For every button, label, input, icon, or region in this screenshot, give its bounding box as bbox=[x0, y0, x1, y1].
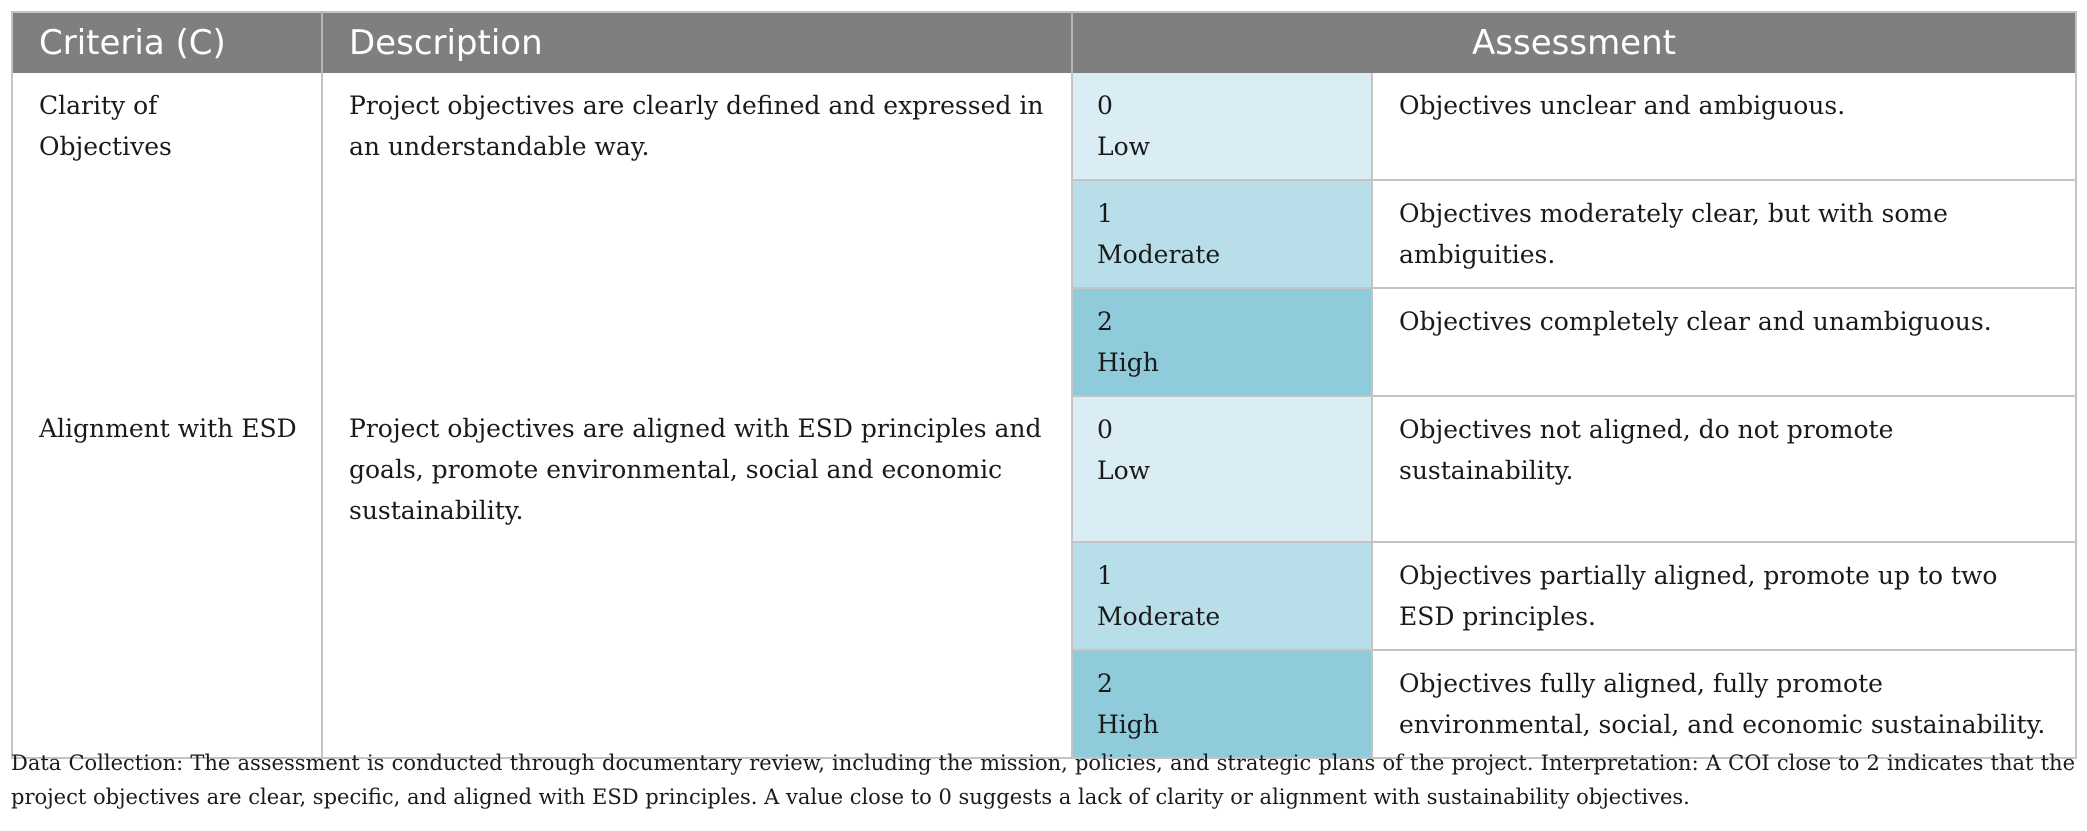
header-assessment: Assessment bbox=[1072, 12, 2076, 73]
criteria-table-container bbox=[11, 11, 2075, 759]
level-score: 0 bbox=[1097, 415, 1113, 444]
level-score: 2 bbox=[1097, 669, 1113, 698]
level-label: Moderate bbox=[1097, 240, 1221, 269]
criteria-table bbox=[11, 11, 2077, 759]
criterion-name: Alignment with ESD bbox=[12, 396, 322, 758]
level-outcome: Objectives fully aligned, fully promote environmental, social, and economic sustainability. bbox=[1372, 650, 2076, 758]
header-criteria: Criteria (C) bbox=[12, 12, 322, 73]
table-row bbox=[12, 396, 2076, 542]
level-score: 0 bbox=[1097, 91, 1113, 120]
level-label: High bbox=[1097, 710, 1159, 739]
level-cell-low bbox=[1072, 73, 1372, 180]
level-outcome: Objectives not aligned, do not promote sustainability. bbox=[1372, 396, 2076, 542]
level-cell-high bbox=[1072, 288, 1372, 396]
level-label: Low bbox=[1097, 132, 1151, 161]
level-outcome: Objectives unclear and ambiguous. bbox=[1372, 73, 2076, 180]
level-label: Low bbox=[1097, 456, 1151, 485]
table-header-row bbox=[12, 12, 2076, 73]
level-label: High bbox=[1097, 348, 1159, 377]
level-label: Moderate bbox=[1097, 602, 1221, 631]
criterion-name: Clarity of Objectives bbox=[12, 73, 322, 396]
table-footnote: Data Collection: The assessment is conducted through documentary review, including the mission, policies, and strategic plans of the project. Interpretation: A COI close to 2 indicates that the project objectives are clear, specific, and aligned with ESD principles. A value close to 0 suggests a lack of clarity or alignment with sustainability objectives. bbox=[11, 751, 2075, 809]
level-outcome: Objectives moderately clear, but with some ambiguities. bbox=[1372, 180, 2076, 288]
level-score: 1 bbox=[1097, 561, 1113, 590]
table-row bbox=[12, 73, 2076, 180]
level-cell-moderate bbox=[1072, 180, 1372, 288]
level-score: 1 bbox=[1097, 199, 1113, 228]
level-cell-high bbox=[1072, 650, 1372, 758]
criterion-description: Project objectives are aligned with ESD principles and goals, promote environmental, social and economic sustainability. bbox=[322, 396, 1072, 758]
criterion-description: Project objectives are clearly defined and expressed in an understandable way. bbox=[322, 73, 1072, 396]
level-outcome: Objectives partially aligned, promote up to two ESD principles. bbox=[1372, 542, 2076, 650]
header-description: Description bbox=[322, 12, 1072, 73]
level-score: 2 bbox=[1097, 307, 1113, 336]
level-cell-moderate bbox=[1072, 542, 1372, 650]
level-outcome: Objectives completely clear and unambiguous. bbox=[1372, 288, 2076, 396]
level-cell-low bbox=[1072, 396, 1372, 542]
